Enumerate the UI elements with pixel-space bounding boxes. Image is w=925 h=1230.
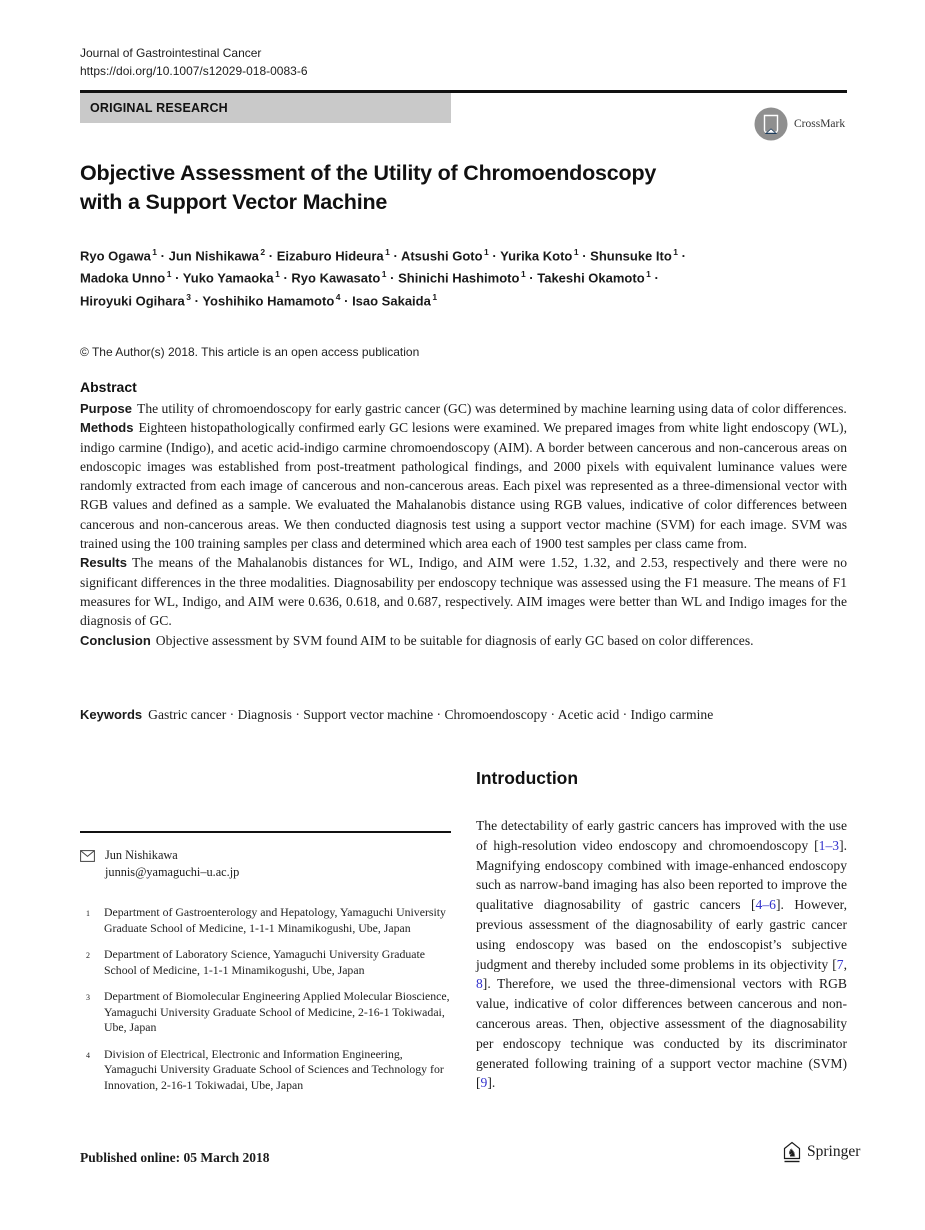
affiliation-number: 4: [86, 1050, 90, 1060]
envelope-icon: [80, 850, 95, 862]
affiliation-text: Division of Electrical, Electronic and Information Engineering, Yamaguchi University Graduate School of Sciences and Technology for Innovation, 2-16-1 Tokiwadai, Ube, Japan: [104, 1046, 444, 1092]
affiliation-number: 1: [86, 909, 90, 918]
footnote-rule: [80, 831, 451, 833]
author-affiliation-sup: 1: [673, 247, 679, 257]
author-name: Madoka Unno: [80, 270, 166, 286]
author-line: [80, 243, 847, 265]
published-online: Published online: 05 March 2018: [80, 1150, 270, 1165]
intro-text: ]. Therefore, we used the three-dimensional vectors with RGB value, indicative of color differences between cancerous and non-cancerous areas. Then, objective assessment of the diagnosability per endoscopy technique was conducted by its discriminator generated following training of a support vector machine (SVM) [: [476, 976, 847, 1091]
crossmark-label: CrossMark: [794, 118, 846, 130]
abstract-heading: Abstract: [80, 379, 137, 395]
author-affiliation-sup: 1: [275, 269, 280, 280]
author-separator: ·: [190, 292, 203, 308]
abstract-section: [80, 379, 847, 650]
citation-link[interactable]: 7: [836, 956, 844, 972]
publisher-name: Springer: [807, 1143, 861, 1160]
correspondence-text: [105, 847, 239, 881]
author-affiliation-sup: 1: [432, 291, 438, 302]
corresponding-author-name: Jun Nishikawa: [105, 848, 178, 862]
author-separator: ·: [386, 270, 399, 286]
author-affiliation-sup: 1: [520, 269, 526, 280]
intro-text: The detectability of early gastric cancers has improved with the use of high-resolution video endoscopy and chromoendoscopy [: [476, 818, 847, 853]
springer-knight-icon: [781, 1140, 803, 1164]
citation-link[interactable]: 1–3: [818, 837, 840, 853]
introduction-heading: Introduction: [476, 768, 579, 788]
author-separator: ·: [650, 270, 659, 286]
author-affiliation-sup: 1: [166, 269, 172, 280]
author-name: Yurika Koto: [500, 248, 573, 264]
citation-link[interactable]: 8: [476, 976, 483, 992]
author-name: Eizaburo Hideura: [276, 248, 384, 264]
abstract-body: [80, 399, 847, 650]
affiliation-number: 3: [86, 993, 90, 1002]
abstract-paragraph: Conclusion Objective assessment by SVM found AIM to be suitable for diagnosis of early GC based on color differences.: [80, 632, 754, 648]
title-line-1: Objective Assessment of the Utility of Chromoendoscopy: [80, 161, 657, 185]
affiliation-text: Department of Biomolecular Engineering Applied Molecular Bioscience, Yamaguchi University Graduate School of Medicine, 2-16-1 Tokiwadai, Ube, Japan: [104, 989, 450, 1034]
keywords-label: Keywords: [80, 707, 143, 722]
footnote-column: [80, 768, 451, 1104]
author-name: Jun Nishikawa: [168, 248, 259, 264]
intro-text: ]. Magnifying endoscopy combined with image-enhanced endoscopy such as narrow-band imaging has also been reported to improve the qualitative diagnosability of gastric cancers [: [476, 837, 847, 913]
journal-header: [80, 44, 308, 80]
affiliation: [80, 1047, 451, 1094]
intro-text: ]. However, previous assessment of the diagnosability of early gastric cancer using endoscopy was based on the endoscopist’s subjective judgment and thereby included some problems in its objectivity [: [476, 897, 847, 972]
affiliation: [80, 905, 451, 936]
author-affiliation-sup: 1: [385, 247, 390, 257]
citation-link[interactable]: 9: [480, 1075, 488, 1091]
author-line: [80, 288, 847, 310]
author-lines: [80, 243, 847, 310]
citation-link[interactable]: 4–6: [755, 897, 776, 913]
author-name: Atsushi Goto: [400, 248, 483, 264]
corresponding-author-email[interactable]: junnis@yamaguchi–u.ac.jp: [105, 865, 240, 879]
author-affiliation-sup: 1: [152, 247, 158, 257]
introduction-column: [476, 768, 847, 1104]
author-affiliation-sup: 1: [573, 247, 579, 257]
abstract-paragraph: Methods Eighteen histopathologically confirmed early GC lesions were examined. We prepared images from white light endoscopy (WL), indigo carmine (Indigo), and acetic acid-indigo carmine chromoendoscopy (AIM). A border between cancerous and non-cancerous areas on endoscopic images was established from post-treatment pathological findings, and 2000 pixels with equivalent luminance values were randomly extracted from each image of cancerous and non-cancerous areas. Each pixel was represented as a three-dimensional vector with RGB values and defined as a sample. We evaluated the Mahalanobis distance using RGB values, indicative of color differences between cancerous and non-cancerous areas. We then conducted diagnosis test using a support vector machine (SVM) for each image. SVM was trained using the 100 training samples per class and determined which area each of 1900 test samples per class came from.: [80, 420, 847, 552]
author-affiliation-sup: 1: [484, 247, 489, 257]
author-separator: ·: [488, 248, 501, 264]
keywords-line: [80, 707, 847, 723]
article-type-banner: [80, 93, 451, 123]
author-separator: ·: [678, 248, 686, 264]
two-column-area: [80, 768, 847, 1104]
article-title: [80, 159, 800, 216]
author-separator: ·: [340, 292, 353, 308]
publisher-logo: [781, 1140, 860, 1164]
intro-text: ].: [487, 1075, 496, 1091]
crossmark-icon: [753, 106, 789, 142]
author-separator: ·: [578, 248, 591, 264]
affiliation-number: 2: [86, 951, 90, 960]
affiliation: [80, 947, 451, 978]
author-separator: ·: [525, 270, 538, 286]
keywords-text: Gastric cancer · Diagnosis · Support vector machine · Chromoendoscopy · Acetic acid · Indigo carmine: [148, 707, 714, 722]
article-type-label: ORIGINAL RESEARCH: [90, 101, 228, 115]
author-affiliation-sup: 3: [186, 291, 191, 302]
author-affiliation-sup: 2: [260, 247, 266, 257]
author-name: Yuko Yamaoka: [182, 270, 274, 286]
introduction-paragraph: [476, 816, 847, 1093]
author-name: Shunsuke Ito: [590, 248, 672, 264]
copyright-line: © The Author(s) 2018. This article is an open access publication: [80, 345, 420, 359]
affiliation-list: [80, 905, 451, 1093]
author-name: Isao Sakaida: [352, 292, 431, 308]
author-name: Shinichi Hashimoto: [398, 270, 520, 286]
author-separator: ·: [171, 270, 183, 286]
author-name: Ryo Ogawa: [80, 248, 151, 264]
author-line: [80, 265, 847, 287]
correspondence-block: [80, 847, 451, 881]
author-name: Hiroyuki Ogihara: [80, 292, 185, 308]
svg-text:♞: ♞: [787, 1146, 797, 1160]
author-separator: ·: [279, 270, 292, 286]
affiliation-text: Department of Laboratory Science, Yamaguchi University Graduate School of Medicine, 1-1-1 Minamikogushi, Ube, Japan: [104, 947, 426, 977]
abstract-paragraph-label: Results: [80, 555, 127, 571]
author-affiliation-sup: 1: [381, 269, 387, 280]
doi-text: https://doi.org/10.1007/s12029-018-0083-6: [80, 64, 308, 78]
author-separator: ·: [157, 248, 169, 264]
affiliation: [80, 989, 451, 1036]
abstract-paragraph: Purpose The utility of chromoendoscopy for early gastric cancer (GC) was determined by machine learning using data of color differences.: [80, 401, 847, 416]
crossmark-badge[interactable]: [753, 106, 845, 142]
journal-name: Journal of Gastrointestinal Cancer: [80, 46, 262, 60]
abstract-paragraph-label: Purpose: [80, 401, 133, 416]
intro-text: ,: [843, 956, 847, 972]
title-line-2: with a Support Vector Machine: [80, 189, 388, 214]
abstract-paragraph-label: Conclusion: [80, 632, 151, 648]
author-affiliation-sup: 4: [335, 291, 341, 302]
author-name: Ryo Kawasato: [291, 270, 381, 286]
author-separator: ·: [265, 248, 277, 264]
author-name: Takeshi Okamoto: [537, 270, 645, 286]
author-separator: ·: [389, 248, 401, 264]
author-affiliation-sup: 1: [646, 269, 651, 280]
author-name: Yoshihiko Hamamoto: [202, 292, 335, 308]
abstract-paragraph: Results The means of the Mahalanobis distances for WL, Indigo, and AIM were 1.52, 1.32, and 2.53, respectively and there were no significant differences in the three modalities. Diagnosability per endoscopy technique was assessed using the F1 measure. The means of F1 measures for WL, Indigo, and AIM were 0.636, 0.618, and 0.687, respectively. AIM images were better than WL and Indigo images for the diagnosis of GC.: [80, 555, 847, 629]
affiliation-text: Department of Gastroenterology and Hepatology, Yamaguchi University Graduate School of Medicine, 1-1-1 Minamikogushi, Ube, Japan: [104, 905, 446, 935]
abstract-paragraph-label: Methods: [80, 420, 134, 436]
